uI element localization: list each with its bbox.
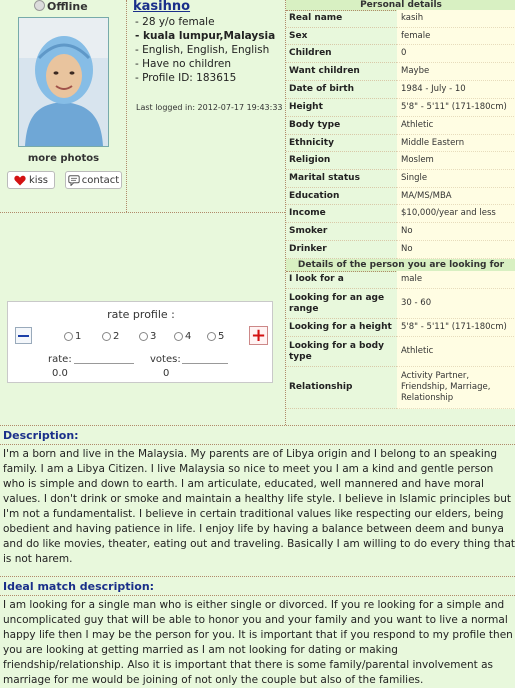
- votes-label: votes:: [150, 354, 181, 365]
- detail-row: [286, 241, 515, 259]
- looking-key: Looking for an age range: [286, 289, 397, 319]
- rate-value: 0.0: [52, 368, 68, 379]
- looking-key: Relationship: [286, 367, 397, 409]
- summary-location: - kuala lumpur,Malaysia: [135, 29, 275, 43]
- divider: [0, 595, 515, 596]
- looking-value: male: [397, 271, 515, 289]
- status-dot-icon: [34, 0, 45, 11]
- looking-row: [286, 271, 515, 289]
- rate-option-label: 2: [113, 331, 120, 342]
- detail-key: Income: [286, 205, 397, 223]
- rate-plus-button[interactable]: [249, 326, 268, 345]
- rate-option-label: 4: [185, 331, 192, 342]
- minus-icon: [18, 335, 29, 337]
- rate-option-1[interactable]: [64, 331, 81, 342]
- profile-username[interactable]: kasihno: [133, 0, 191, 14]
- divider: [0, 444, 515, 445]
- detail-row: [286, 10, 515, 28]
- votes-value: 0: [163, 368, 170, 379]
- detail-value: No: [397, 241, 515, 259]
- detail-key: Real name: [286, 10, 397, 28]
- looking-value: Activity Partner, Friendship, Marriage, Relationship: [397, 367, 515, 409]
- kiss-label: kiss: [29, 174, 48, 186]
- heart-icon: [14, 175, 26, 186]
- personal-details-heading: Personal details: [286, 0, 515, 11]
- detail-value: Single: [397, 170, 515, 188]
- looking-value: 5'8" - 5'11" (171-180cm): [397, 319, 515, 337]
- rate-option-3[interactable]: [139, 331, 156, 342]
- detail-key: Body type: [286, 117, 397, 135]
- detail-value: Middle Eastern: [397, 135, 515, 152]
- detail-row: [286, 28, 515, 45]
- detail-value: female: [397, 28, 515, 45]
- ideal-match-text: I am looking for a single man who is either single or divorced. If you re looking for a simple and uncomplicated guy that will be able to honor you and your family and you want to live a normal happy life then I may be the person for you. It is important that if you respond to my profile then you are looking at getting married as I am not looking for dating or making friendship/relationship. Also it is important that there is some family/parental involvement as marriage for me would be joining of not only the couple but also of the families.: [3, 599, 513, 686]
- rate-option-5[interactable]: [207, 331, 224, 342]
- detail-row: [286, 205, 515, 223]
- rate-underline: [74, 363, 134, 364]
- detail-value: 1984 - July - 10: [397, 81, 515, 99]
- rate-label: rate:: [48, 354, 72, 365]
- radio-icon: [64, 332, 73, 341]
- detail-key: Religion: [286, 152, 397, 170]
- looking-row: [286, 319, 515, 337]
- profile-summary: [135, 15, 275, 85]
- contact-button[interactable]: [65, 171, 122, 189]
- looking-for-heading: Details of the person you are looking for: [286, 259, 515, 272]
- detail-key: Want children: [286, 63, 397, 81]
- detail-row: [286, 81, 515, 99]
- looking-key: Looking for a height: [286, 319, 397, 337]
- detail-value: Athletic: [397, 117, 515, 135]
- looking-value: Athletic: [397, 337, 515, 367]
- radio-icon: [139, 332, 148, 341]
- detail-key: Date of birth: [286, 81, 397, 99]
- detail-value: MA/MS/MBA: [397, 188, 515, 205]
- looking-key: Looking for a body type: [286, 337, 397, 367]
- looking-row: [286, 337, 515, 367]
- detail-value: $10,000/year and less: [397, 205, 515, 223]
- detail-row: [286, 45, 515, 63]
- detail-key: Marital status: [286, 170, 397, 188]
- rate-profile-title: rate profile :: [107, 308, 175, 321]
- detail-key: Ethnicity: [286, 135, 397, 152]
- detail-key: Smoker: [286, 223, 397, 241]
- votes-underline: [182, 363, 228, 364]
- looking-row: [286, 289, 515, 319]
- detail-row: [286, 117, 515, 135]
- rate-option-label: 5: [218, 331, 225, 342]
- detail-key: Children: [286, 45, 397, 63]
- looking-key: I look for a: [286, 271, 397, 289]
- message-icon: [68, 175, 80, 186]
- divider: [0, 212, 285, 213]
- radio-icon: [174, 332, 183, 341]
- detail-key: Drinker: [286, 241, 397, 259]
- detail-key: Sex: [286, 28, 397, 45]
- detail-value: Moslem: [397, 152, 515, 170]
- divider: [0, 425, 515, 426]
- summary-languages: - English, English, English: [135, 43, 275, 57]
- detail-row: [286, 63, 515, 81]
- radio-icon: [207, 332, 216, 341]
- rate-option-4[interactable]: [174, 331, 191, 342]
- looking-value: 30 - 60: [397, 289, 515, 319]
- detail-row: [286, 99, 515, 117]
- detail-row: [286, 152, 515, 170]
- profile-photo-image: [19, 18, 108, 146]
- rate-option-label: 3: [150, 331, 157, 342]
- looking-row: [286, 367, 515, 409]
- description-text: I'm a born and live in the Malaysia. My parents are of Libya origin and I belong to an speaking family. I am a Libya Citizen. I live Malaysia so nice to meet you I am a kind and gentle person who is simple and down to earth. I am articulate, educated, well mannered and have moral values. I don't drink or smoke and maintain a healthy life style. I believe in Islamic principles but I'm not a fundamentalist. I believe in certain traditional values like respecting our elders, being obedient and having patience in life. I enjoy life by having a balance between deem and bunya and do like movies, theater, eating out and traveling. Basically I am willing to do every thing that is not harem.: [3, 448, 515, 565]
- summary-profile-id: - Profile ID: 183615: [135, 71, 275, 85]
- detail-value: 5'8" - 5'11" (171-180cm): [397, 99, 515, 117]
- rate-profile-box: [7, 301, 273, 383]
- ideal-match-title: Ideal match description:: [3, 580, 155, 593]
- detail-value: No: [397, 223, 515, 241]
- profile-photo[interactable]: [18, 17, 109, 147]
- more-photos-link[interactable]: more photos: [27, 153, 100, 164]
- description-title: Description:: [3, 429, 79, 442]
- details-panel: [285, 0, 515, 425]
- contact-label: contact: [81, 174, 120, 186]
- plus-icon: +: [250, 324, 267, 346]
- detail-value: Maybe: [397, 63, 515, 81]
- rate-option-2[interactable]: [102, 331, 119, 342]
- status-text: Offline: [47, 0, 88, 13]
- last-login-text: Last logged in: 2012-07-17 19:43:33: [136, 103, 283, 112]
- detail-row: [286, 223, 515, 241]
- detail-value: 0: [397, 45, 515, 63]
- divider: [0, 576, 515, 577]
- radio-icon: [102, 332, 111, 341]
- detail-key: Height: [286, 99, 397, 117]
- online-status: [34, 0, 88, 13]
- summary-age: - 28 y/o female: [135, 15, 275, 29]
- detail-value: kasih: [397, 10, 515, 28]
- detail-row: [286, 135, 515, 152]
- detail-row: [286, 188, 515, 205]
- rate-minus-button[interactable]: [15, 327, 32, 344]
- detail-key: Education: [286, 188, 397, 205]
- rate-option-label: 1: [75, 331, 82, 342]
- summary-children: - Have no children: [135, 57, 275, 71]
- kiss-button[interactable]: [7, 171, 55, 189]
- detail-row: [286, 170, 515, 188]
